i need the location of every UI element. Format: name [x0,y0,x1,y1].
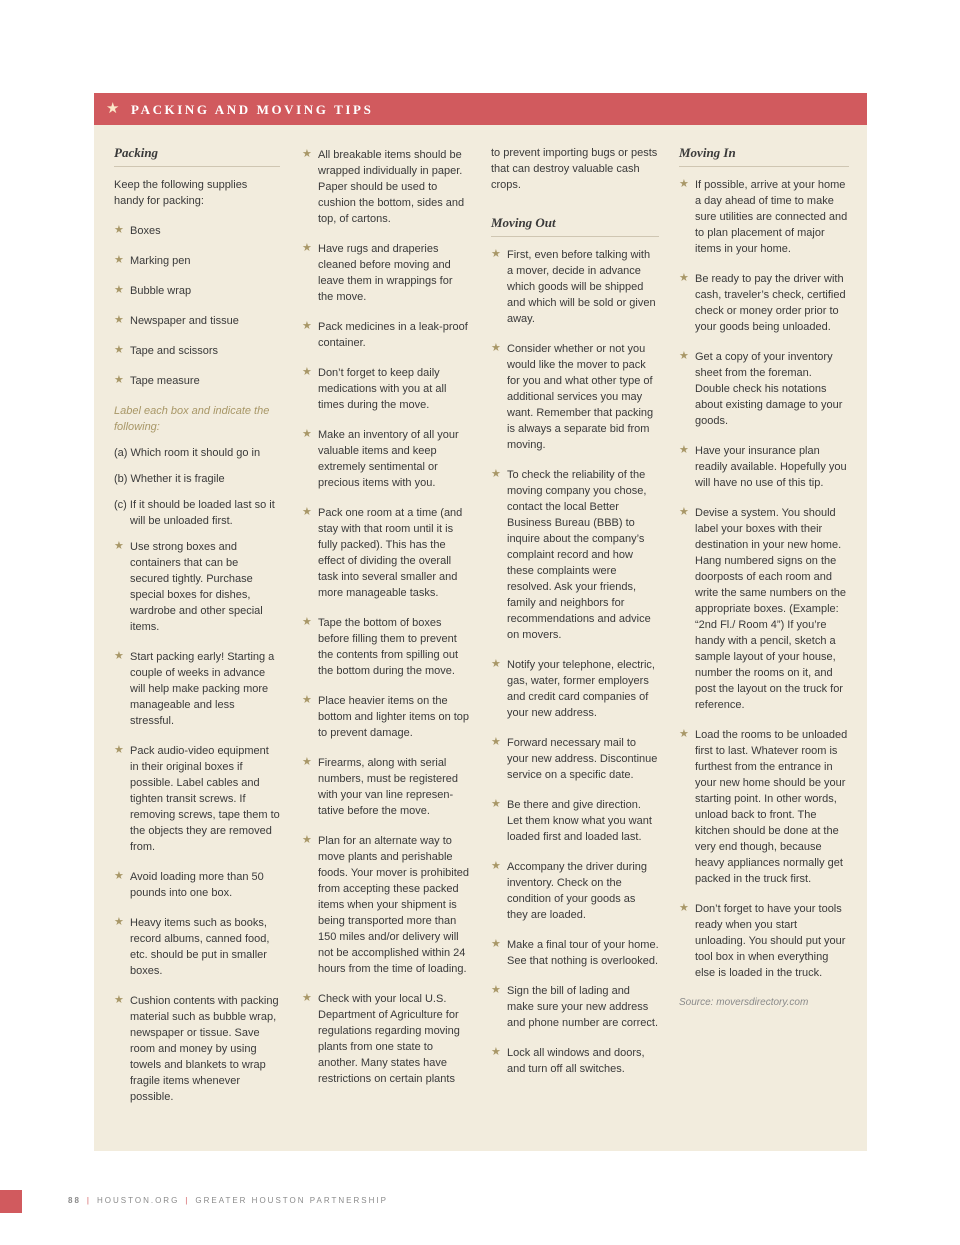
list-item [114,283,280,299]
section-title: PACKING AND MOVING TIPS [131,102,374,117]
page-footer: 88 | HOUSTON.ORG | GREATER HOUSTON PARTNERSHIP [68,1196,388,1205]
list-item [679,901,849,981]
list-item [302,755,470,819]
list-item [114,343,280,359]
list-item [679,505,849,713]
star-icon: ★ [302,992,312,1004]
star-icon: ★ [302,834,312,846]
star-icon: ★ [491,860,501,872]
star-icon: ★ [491,342,501,354]
column-2 [302,125,470,1101]
star-icon: ★ [679,728,689,740]
star-icon: ★ [491,938,501,950]
star-icon: ★ [491,658,501,670]
footer-site: HOUSTON.ORG [96,1196,180,1205]
list-item [491,859,659,923]
star-icon: ★ [302,242,312,254]
star-icon: ★ [302,366,312,378]
list-item [114,993,280,1105]
list-item [302,833,470,977]
list-item [114,223,280,239]
item-text: Lock all windows and doors, and turn off all switches. [507,1047,645,1075]
packing-tips-list [114,539,280,1105]
item-text: Don’t forget to keep daily medications with you at all times during the move. [318,367,447,411]
star-icon: ★ [114,344,124,356]
list-item [114,869,280,901]
list-item [302,427,470,491]
packing-heading: Packing [114,145,280,167]
star-icon: ★ [679,444,689,456]
star-icon: ★ [114,540,124,552]
list-item [491,983,659,1031]
star-icon: ★ [679,902,689,914]
item-text: First, even before talking with a mover, decide in advance which goods will be shipped and which will be sold or given away. [507,249,656,325]
item-text: Be there and give direction. Let them know what you want loaded first and loaded last. [507,799,652,843]
item-text: Forward necessary mail to your new address. Discontinue service on a specific date. [507,737,658,781]
source-note: Source: moversdirectory.com [679,997,809,1008]
label-items-list [114,445,280,529]
item-text: Pack medicines in a leak-proof container. [318,321,468,349]
item-text: Have rugs and draperies cleaned before moving and leave them in wrappings for the move. [318,243,453,303]
star-icon: ★ [114,744,124,756]
list-item [114,649,280,729]
list-item [302,991,470,1087]
column-3 [491,125,659,1091]
item-text: Firearms, along with serial numbers, must be registered with your van line represen-tative before the move. [318,757,459,817]
tips-panel [94,125,867,1151]
list-item [491,735,659,783]
star-icon: ★ [114,650,124,662]
star-icon: ★ [302,694,312,706]
star-icon: ★ [302,148,312,160]
star-icon: ★ [679,178,689,190]
list-item [302,147,470,227]
star-icon: ★ [114,314,124,326]
item-text: Have your insurance plan readily available. Hopefully you will have no use of this tip. [695,445,847,489]
item-text: Make a final tour of your home. See that nothing is overlooked. [507,939,659,967]
list-item [302,365,470,413]
list-item [302,615,470,679]
star-icon: ★ [114,870,124,882]
item-text: Notify your telephone, electric, gas, water, former employers and credit card companies of your new address. [507,659,655,719]
list-item [491,797,659,845]
item-text: Newspaper and tissue [130,315,239,327]
list-item [114,253,280,269]
item-text: Cushion contents with packing material such as bubble wrap, newspaper or tissue. Save room and money by using towels and blankets to wrap fragile items whenever possible. [130,995,279,1103]
item-text: Marking pen [130,255,191,267]
moving-out-list [491,247,659,1077]
star-icon: ★ [114,994,124,1006]
item-text: Consider whether or not you would like the mover to pack for you and what other type of additional services you may want. Remember that packing is always a separate bid from moving. [507,343,654,451]
continuation-text: to prevent importing bugs or pests that can destroy valuable cash crops. [491,147,658,191]
packing-more-list [302,147,470,1087]
star-icon: ★ [114,224,124,236]
list-item [491,937,659,969]
star-icon: ★ [679,350,689,362]
list-item [114,915,280,979]
item-text: If possible, arrive at your home a day ahead of time to make sure utilities are connected and to plan placement of major items in your home. [695,179,848,255]
star-icon: ★ [302,506,312,518]
item-text: Plan for an alternate way to move plants and perishable foods. Your mover is prohibited from accepting these packed items when your shipment is being transported more than 150 miles and/or delivery will not be accomplished within 24 hours from the time of loading. [318,835,470,975]
list-item [302,693,470,741]
star-icon: ★ [114,254,124,266]
label-note: Label each box and indicate the following: [114,405,270,433]
list-item [491,1045,659,1077]
item-text: Pack audio-video equipment in their original boxes if possible. Label cables and tighten transit screws. If removing screws, tape them to the objects they are removed from. [130,745,280,853]
list-item [114,539,280,635]
page-number: 88 [68,1196,81,1205]
item-text: Tape the bottom of boxes before filling them to prevent the contents from spilling out the bottom during the move. [318,617,459,677]
item-text: Tape measure [130,375,200,387]
star-icon: ★ [491,984,501,996]
footer-org: GREATER HOUSTON PARTNERSHIP [195,1196,388,1205]
item-text: Heavy items such as books, record albums, canned food, etc. should be put in smaller boxes. [130,917,270,977]
moving-in-heading: Moving In [679,145,849,167]
item-text: Be ready to pay the driver with cash, traveler’s check, certified check or money order prior to your goods being unloaded. [695,273,846,333]
list-item [679,177,849,257]
moving-out-heading: Moving Out [491,215,659,237]
star-icon: ★ [679,272,689,284]
star-icon: ★ [302,428,312,440]
star-icon: ★ [302,616,312,628]
star-icon: ★ [491,248,501,260]
item-text: Tape and scissors [130,345,219,357]
list-item [302,319,470,351]
column-1 [114,125,280,1119]
item-text: All breakable items should be wrapped individually in paper. Paper should be used to cushion the bottom, sides and top, of cartons. [318,149,465,225]
supplies-list [114,223,280,389]
label-item: (b) Whether it is fragile [114,473,225,485]
list-item [679,349,849,429]
list-item [679,443,849,491]
item-text: Bubble wrap [130,285,192,297]
section-banner [94,93,867,125]
item-text: Use strong boxes and containers that can be secured tightly. Purchase special boxes for dishes, wardrobe and other special items. [130,541,263,633]
list-item [114,313,280,329]
list-item [491,467,659,643]
item-text: Accompany the driver during inventory. Check on the condition of your goods as they are loaded. [507,861,648,921]
list-item [679,271,849,335]
star-icon: ★ [114,916,124,928]
star-icon: ★ [679,506,689,518]
page-marker [0,1190,22,1213]
star-icon: ★ [491,736,501,748]
item-text: Pack one room at a time (and stay with that room until it is fully packed). This has the effect of dividing the overall task into several smaller and more manageable tasks. [318,507,463,599]
star-icon: ★ [491,1046,501,1058]
item-text: Load the rooms to be unloaded first to last. Whatever room is furthest from the entrance in your new home should be your starting point. In other words, unload back to front. The kitchen should be done at the very end though, because heavy appliances normally get packed in the truck first. [695,729,848,885]
star-icon: ★ [302,756,312,768]
label-item: (c) If it should be loaded last so it will be unloaded first. [114,499,275,527]
star-icon: ★ [114,374,124,386]
star-icon: ★ [114,284,124,296]
star-icon: ★ [106,100,120,117]
list-item [491,341,659,453]
item-text: To check the reliability of the moving company you chose, contact the local Better Business Bureau (BBB) to inquire about the company’s complaint record and how these complaints were resolved. Ask your friends, family and neighbors for recommendations and advice on movers. [507,469,651,641]
list-item [491,247,659,327]
item-text: Place heavier items on the bottom and lighter items on top to prevent damage. [318,695,470,739]
item-text: Sign the bill of lading and make sure your new address and phone number are correct. [507,985,659,1029]
moving-in-list [679,177,849,981]
item-text: Avoid loading more than 50 pounds into one box. [130,871,264,899]
list-item [114,373,280,389]
list-item [302,505,470,601]
packing-intro: Keep the following supplies handy for packing: [114,179,248,207]
item-text: Devise a system. You should label your boxes with their destination in your new home. Hang numbered signs on the doorposts of each room and write the same numbers on the appropriate boxes. (Example: “2nd Fl./ Room 4”) If you’re handy with a pencil, sketch a sample layout of your house, number the rooms on it, and post the layout on the truck for reference. [695,507,847,711]
list-item [302,241,470,305]
list-item [679,727,849,887]
list-item [491,657,659,721]
item-text: Check with your local U.S. Department of Agriculture for regulations regarding moving plants from one state to another. Many states have restrictions on certain plants [318,993,460,1085]
column-4 [679,125,849,1011]
star-icon: ★ [302,320,312,332]
star-icon: ★ [491,468,501,480]
label-item: (a) Which room it should go in [114,447,261,459]
item-text: Don’t forget to have your tools ready when you start unloading. You should put your tool box in when everything else is loaded in the truck. [695,903,846,979]
item-text: Boxes [130,225,161,237]
item-text: Start packing early! Starting a couple of weeks in advance will help make packing more manageable and less stressful. [130,651,275,727]
star-icon: ★ [491,798,501,810]
item-text: Make an inventory of all your valuable items and keep extremely sentimental or precious items with you. [318,429,459,489]
item-text: Get a copy of your inventory sheet from the foreman. Double check his notations about existing damage to your goods. [695,351,843,427]
list-item [114,743,280,855]
